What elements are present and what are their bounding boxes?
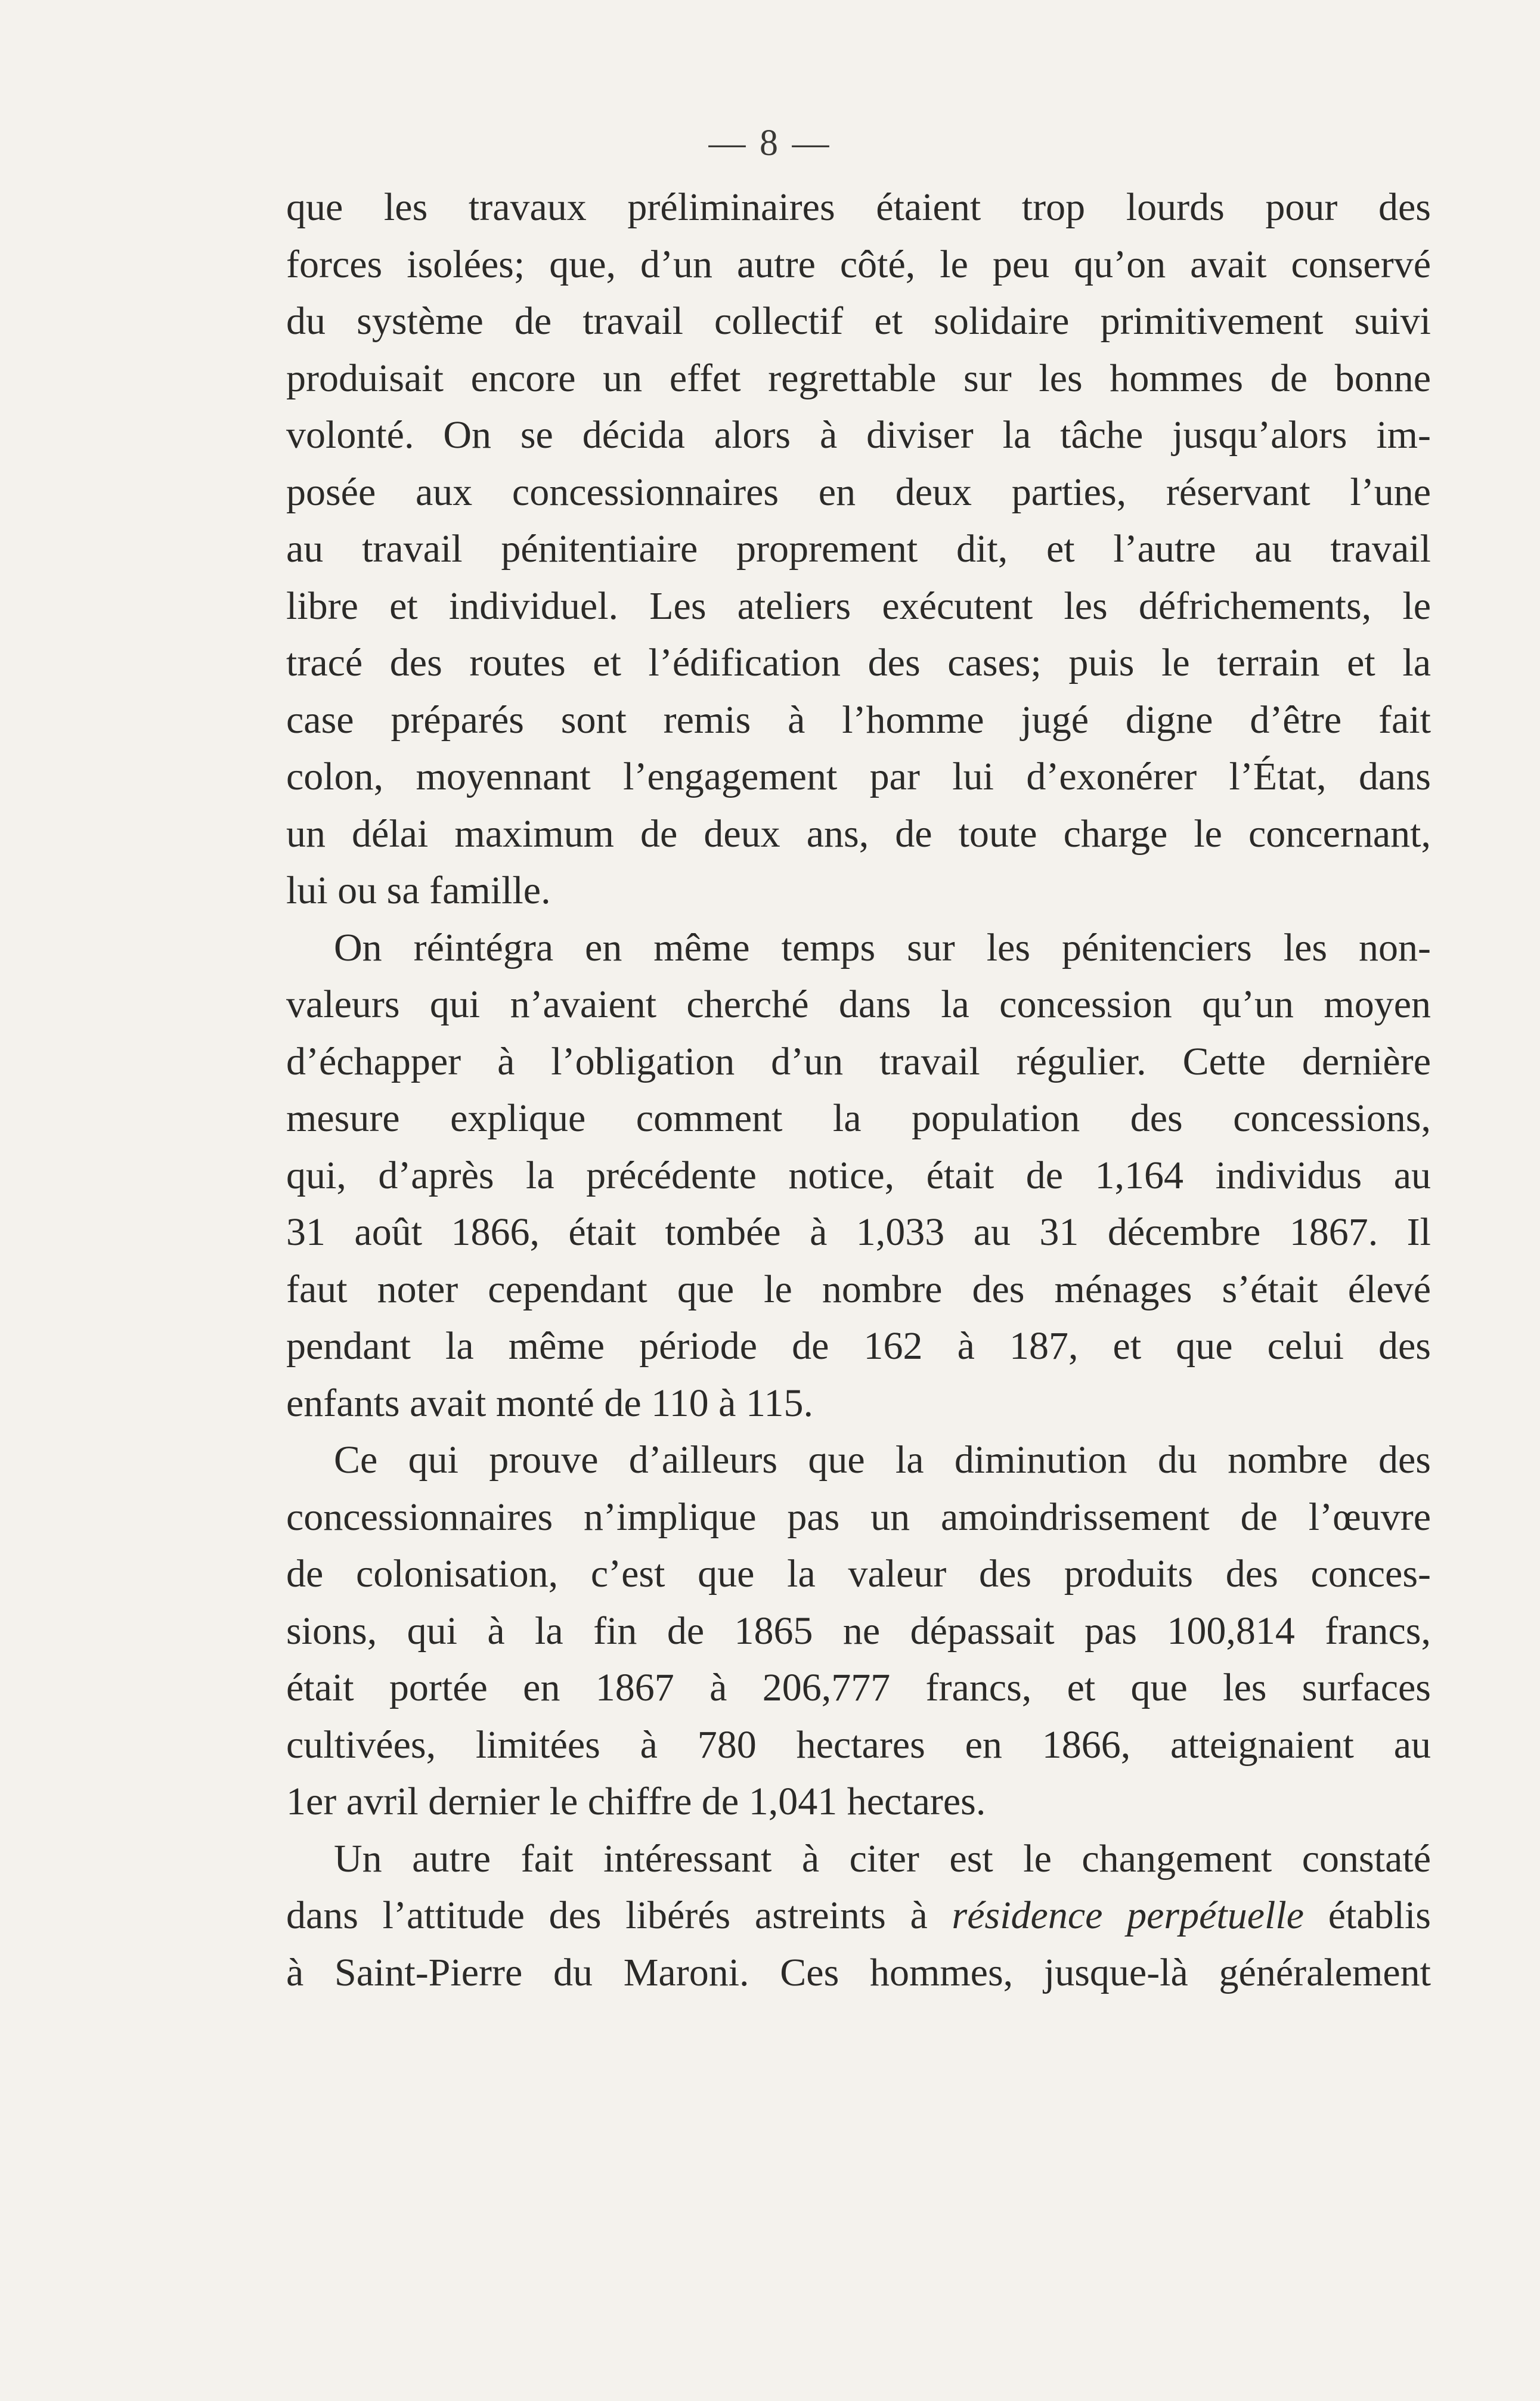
paragraph-4 (286, 1830, 1431, 2002)
text-line: un délai maximum de deux ans, de toute charge le concernant, (286, 811, 1431, 856)
paragraph-1 (286, 179, 1431, 919)
text-line: 1er avril dernier le chiffre de 1,041 hectares. (286, 1780, 986, 1823)
text-line: On réintégra en même temps sur les pénitenciers les non- (334, 925, 1431, 969)
text-line: volonté. On se décida alors à diviser la tâche jusqu’alors im- (286, 413, 1431, 457)
text-line: Un autre fait intéressant à citer est le changement constaté (334, 1836, 1431, 1880)
text-line: case préparés sont remis à l’homme jugé digne d’être fait (286, 698, 1431, 742)
italic-phrase: résidence perpétuelle (952, 1894, 1304, 1937)
text-line: forces isolées; que, d’un autre côté, le peu qu’on avait conservé (286, 242, 1431, 286)
text-line: du système de travail collectif et solidaire primitivement suivi (286, 299, 1431, 343)
paragraph-2 (286, 919, 1431, 1432)
text-line (286, 1887, 1431, 1944)
text-line: produisait encore un effet regrettable sur les hommes de bonne (286, 356, 1431, 400)
text-line: faut noter cependant que le nombre des ménages s’était élevé (286, 1267, 1431, 1311)
text-line: tracé des routes et l’édification des cases; puis le terrain et la (286, 641, 1431, 684)
text-line: 31 août 1866, était tombée à 1,033 au 31 décembre 1867. Il (286, 1210, 1431, 1254)
text-line: d’échapper à l’obligation d’un travail régulier. Cette dernière (286, 1039, 1431, 1083)
text-line: de colonisation, c’est que la valeur des produits des conces- (286, 1552, 1431, 1595)
text-line: colon, moyennant l’engagement par lui d’exonérer l’État, dans (286, 755, 1431, 798)
text-line: mesure explique comment la population des concessions, (286, 1096, 1431, 1140)
text-line: posée aux concessionnaires en deux parties, réservant l’une (286, 470, 1431, 514)
text-line: cultivées, limitées à 780 hectares en 1866, atteignaient au (286, 1722, 1431, 1767)
text-line: que les travaux préliminaires étaient trop lourds pour des (286, 185, 1431, 229)
text-line: au travail pénitentiaire proprement dit, et l’autre au travail (286, 527, 1431, 571)
text-line: valeurs qui n’avaient cherché dans la concession qu’un moyen (286, 983, 1431, 1026)
body-text (286, 179, 1431, 2001)
text-span: établis (1304, 1894, 1431, 1937)
text-line: à Saint-Pierre du Maroni. Ces hommes, jusque-là généralement (286, 1950, 1431, 1994)
text-line: était portée en 1867 à 206,777 francs, et que les surfaces (286, 1666, 1431, 1709)
text-line: sions, qui à la fin de 1865 ne dépassait pas 100,814 francs, (286, 1609, 1431, 1653)
text-line: libre et individuel. Les ateliers exécutent les défrichements, le (286, 584, 1431, 628)
page-number: — 8 — (708, 123, 832, 163)
text-line: concessionnaires n’implique pas un amoindrissement de l’œuvre (286, 1495, 1431, 1539)
text-line: lui ou sa famille. (286, 869, 551, 912)
paragraph-3 (286, 1432, 1431, 1830)
text-line: enfants avait monté de 110 à 115. (286, 1381, 814, 1425)
text-span: dans l’attitude des libérés astreints à (286, 1894, 952, 1937)
text-line: pendant la même période de 162 à 187, et que celui des (286, 1324, 1431, 1368)
text-line: Ce qui prouve d’ailleurs que la diminution du nombre des (334, 1438, 1431, 1482)
text-line: qui, d’après la précédente notice, était de 1,164 individus au (286, 1153, 1431, 1197)
